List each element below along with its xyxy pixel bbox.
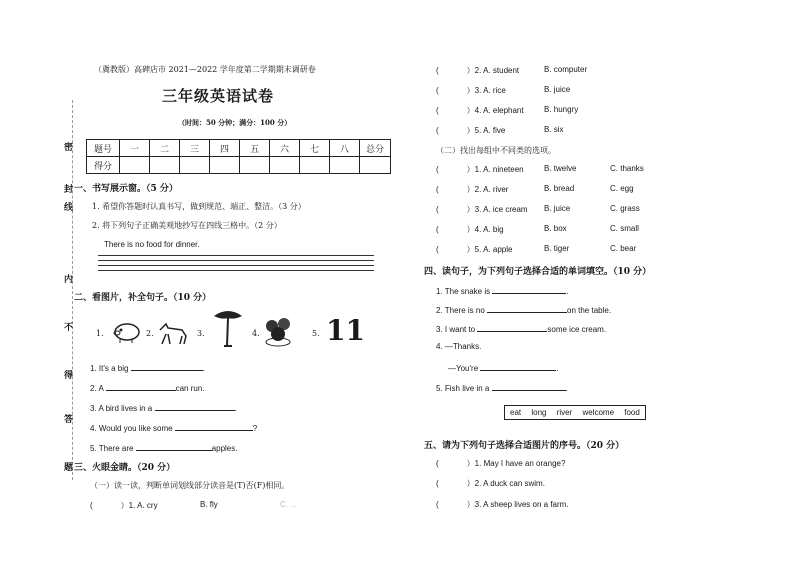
- choice-item: ( ）3. A. ice cream: [436, 205, 528, 214]
- choice-option: C. bear: [610, 244, 637, 253]
- choice-item: ( ）3. A sheep lives on a farm.: [436, 500, 569, 509]
- margin-char: 答: [64, 415, 74, 425]
- table-cell: 一: [120, 140, 150, 157]
- choice-option: B. box: [544, 224, 567, 233]
- answer-blank[interactable]: [492, 381, 566, 391]
- choice-option: B. juice: [544, 204, 571, 213]
- answer-blank[interactable]: [131, 361, 203, 371]
- answer-blank[interactable]: [136, 441, 212, 451]
- choice-option: C. egg: [610, 184, 634, 193]
- four-line-grid[interactable]: [98, 255, 374, 275]
- pic-label: 5.: [312, 329, 320, 338]
- fill-item: 3. I want to some ice cream.: [436, 322, 606, 334]
- choice-item: ( ）5. A. five: [436, 126, 506, 135]
- margin-char: 线: [64, 203, 74, 213]
- choice-option: C. thanks: [610, 164, 644, 173]
- choice-option: C. ...: [280, 500, 297, 509]
- margin-char: 封: [64, 185, 74, 195]
- fill-item: 1. It's a big .: [90, 361, 205, 373]
- choice-option: C. small: [610, 224, 639, 233]
- answer-blank[interactable]: [492, 284, 566, 294]
- answer-blank[interactable]: [480, 361, 556, 371]
- picture-row: [90, 312, 370, 352]
- choice-option: B. six: [544, 125, 564, 134]
- pic-label: 2.: [146, 329, 154, 338]
- score-table: [86, 139, 391, 174]
- pig-icon: [112, 318, 142, 344]
- table-cell: 六: [270, 140, 300, 157]
- choice-item: ( ）5. A. apple: [436, 245, 513, 254]
- margin-char: 题: [64, 463, 74, 473]
- pic-label: 1.: [96, 329, 104, 338]
- time-info: （时间：50 分钟；满分：100 分）: [178, 118, 292, 127]
- choice-item: ( ）2. A duck can swim.: [436, 479, 545, 488]
- choice-option: B. bread: [544, 184, 575, 193]
- section-heading: 二、看图片，补全句子。（10 分）: [74, 293, 212, 303]
- choice-item: ( ）4. A. elephant: [436, 106, 524, 115]
- choice-item: ( ）2. A. river: [436, 185, 509, 194]
- margin-char: 不: [64, 323, 74, 333]
- score-cell[interactable]: [360, 157, 391, 174]
- choice-option: B. computer: [544, 65, 588, 74]
- section-heading: 五、请为下列句子选择合适图片的序号。（20 分）: [424, 441, 625, 451]
- fill-item: 3. A bird lives in a .: [90, 401, 237, 413]
- answer-blank[interactable]: [106, 381, 176, 391]
- pic-label: 3.: [197, 329, 205, 338]
- answer-blank[interactable]: [477, 322, 547, 332]
- score-cell[interactable]: [330, 157, 360, 174]
- fill-item: 4. Would you like some ?: [90, 421, 257, 433]
- flowers-icon: [262, 316, 296, 348]
- choice-item: ( ）3. A. rice: [436, 86, 506, 95]
- choice-item: ( ）4. A. big: [436, 225, 504, 234]
- table-row: [87, 140, 391, 157]
- copy-sentence: There is no food for dinner.: [104, 240, 200, 249]
- word-bank-box: eat long river welcome food: [504, 405, 646, 420]
- table-cell: 得分: [87, 157, 120, 174]
- choice-item: ( ）1. May I have an orange?: [436, 459, 566, 468]
- exam-source-line: （冀教版）高碑店市 2021—2022 学年度第二学期期末调研卷: [94, 65, 316, 74]
- table-cell: 三: [180, 140, 210, 157]
- table-cell: 四: [210, 140, 240, 157]
- choice-option: B. fly: [200, 500, 218, 509]
- score-cell[interactable]: [210, 157, 240, 174]
- pic-label: 4.: [252, 329, 260, 338]
- fill-item: 2. There is no on the table.: [436, 303, 611, 315]
- table-cell: 五: [240, 140, 270, 157]
- choice-option: B. tiger: [544, 244, 570, 253]
- tree-icon: [210, 306, 246, 348]
- section-heading: 三、火眼金睛。（20 分）: [74, 463, 176, 473]
- score-cell[interactable]: [300, 157, 330, 174]
- table-cell: 七: [300, 140, 330, 157]
- section-heading: 四、读句子，为下列句子选择合适的单词填空。（10 分）: [424, 267, 652, 277]
- fill-item: 1. The snake is .: [436, 284, 569, 296]
- choice-option: C. grass: [610, 204, 640, 213]
- choice-item: ( ）1. A. nineteen: [436, 165, 524, 174]
- answer-blank[interactable]: [487, 303, 567, 313]
- answer-blank[interactable]: [155, 401, 235, 411]
- choice-option: B. juice: [544, 85, 571, 94]
- subsection-heading: （一）读一读，判断单词划线部分读音是(T)否(F)相同。: [90, 481, 290, 490]
- table-cell: 题号: [87, 140, 120, 157]
- choice-item: ( ）1. A. cry: [90, 501, 158, 510]
- fill-item: 2. A can run.: [90, 381, 205, 393]
- table-cell: 八: [330, 140, 360, 157]
- score-cell[interactable]: [120, 157, 150, 174]
- fill-item: 5. There are apples.: [90, 441, 237, 453]
- question-text: 2. 将下列句子正确美观地抄写在四线三格中。（2 分）: [92, 221, 282, 230]
- table-row: [87, 157, 391, 174]
- fill-item: —You're .: [448, 361, 559, 373]
- choice-option: B. twelve: [544, 164, 577, 173]
- page-title: 三年级英语试卷: [162, 87, 275, 105]
- answer-blank[interactable]: [175, 421, 253, 431]
- choice-item: ( ）2. A. student: [436, 66, 520, 75]
- score-cell[interactable]: [150, 157, 180, 174]
- subsection-heading: （二）找出每组中不同类的选项。: [436, 146, 556, 155]
- score-cell[interactable]: [240, 157, 270, 174]
- margin-char: 密: [64, 143, 74, 153]
- choice-option: B. hungry: [544, 105, 579, 114]
- margin-char: 内: [64, 275, 74, 285]
- margin-char: 得: [64, 371, 74, 381]
- fill-item: 5. Fish live in a .: [436, 381, 568, 393]
- score-cell[interactable]: [180, 157, 210, 174]
- section-heading: 一、书写展示窗。（5 分）: [74, 184, 178, 194]
- table-cell: 二: [150, 140, 180, 157]
- question-text: 1. 希望你答题时认真书写，做到规范、端正、整洁。（3 分）: [92, 202, 306, 211]
- table-cell: 总分: [360, 140, 391, 157]
- score-cell[interactable]: [270, 157, 300, 174]
- horse-icon: [156, 318, 190, 346]
- eleven-number: 11: [326, 314, 365, 347]
- fill-item: 4. —Thanks.: [436, 342, 482, 351]
